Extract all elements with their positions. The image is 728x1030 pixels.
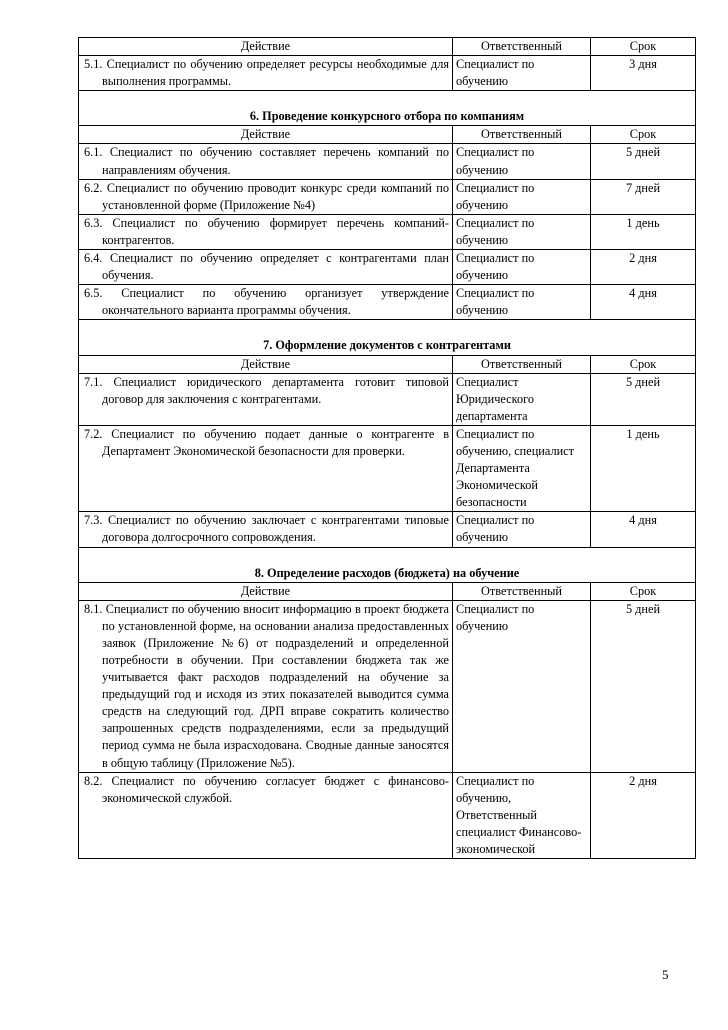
header-term: Срок: [591, 126, 696, 144]
row-responsible: Специалист по обучению: [453, 214, 591, 249]
section-title-row: [79, 337, 696, 355]
row-term: 5 дней: [591, 600, 696, 772]
header-action: Действие: [79, 38, 453, 56]
row-term: 1 день: [591, 425, 696, 511]
row-action: 6.2. Специалист по обучению проводит конкурс среди компаний по установленной форме (Приложение №4): [84, 180, 449, 212]
row-term: 7 дней: [591, 179, 696, 214]
row-term: 2 дня: [591, 772, 696, 858]
row-term: 2 дня: [591, 250, 696, 285]
section-gap: [79, 547, 696, 565]
row-action: 6.1. Специалист по обучению составляет перечень компаний по направлениям обучения.: [84, 145, 449, 177]
row-action: 7.2. Специалист по обучению подает данные о контрагенте в Департамент Экономической безопасности для проверки.: [84, 426, 449, 458]
header-action: Действие: [79, 355, 453, 373]
row-action: 7.3. Специалист по обучению заключает с контрагентами типовые договора долгосрочного сопровождения.: [84, 513, 449, 545]
row-action: 6.3. Специалист по обучению формирует перечень компаний-контрагентов.: [84, 215, 449, 247]
header-action: Действие: [79, 582, 453, 600]
row-responsible: Специалист по обучению, специалист Департамента Экономической безопасности: [453, 425, 591, 511]
section-gap: [79, 91, 696, 109]
row-action: 8.1. Специалист по обучению вносит информацию в проект бюджета по установленной форме, на основании анализа предоставленных заявок (Приложение №6) от подразделений и определенной потребности в обучении. При составлении бюджета так же учитывается факт расходов подразделений на обучение за предыдущий год и исходя из этих показателей выводится сумма средств на следующий год. ДРП вправе сократить количество запрошенных средств подразделениями, если за предыдущий период сумма не была израсходована. Сводные данные заносятся в общую таблицу (Приложение №5).: [84, 601, 449, 770]
table-row: [79, 56, 696, 91]
table-row: [79, 144, 696, 179]
header-responsible: Ответственный: [453, 38, 591, 56]
row-term: 5 дней: [591, 373, 696, 425]
row-action: 6.5. Специалист по обучению организует утверждение окончательного варианта программы обучения.: [84, 286, 449, 318]
table-row: [79, 214, 696, 249]
row-action: 7.1. Специалист юридического департамента готовит типовой договор для заключения с контрагентами.: [84, 374, 449, 406]
row-responsible: Специалист по обучению: [453, 179, 591, 214]
header-responsible: Ответственный: [453, 355, 591, 373]
row-responsible: Специалист по обучению: [453, 512, 591, 547]
row-term: 5 дней: [591, 144, 696, 179]
page-number: 5: [662, 967, 669, 982]
row-action: 8.2. Специалист по обучению согласует бюджет с финансово-экономической службой.: [84, 773, 449, 805]
section-8-title: 8. Определение расходов (бюджета) на обучение: [79, 565, 696, 583]
row-term: 4 дня: [591, 512, 696, 547]
section-title-row: [79, 108, 696, 126]
table-row: [79, 250, 696, 285]
section-7-title: 7. Оформление документов с контрагентами: [79, 337, 696, 355]
row-responsible: Специалист Юридического департамента: [453, 373, 591, 425]
row-responsible: Специалист по обучению: [453, 600, 591, 772]
header-row: [79, 38, 696, 56]
table-row: [79, 373, 696, 425]
procedure-table: [78, 37, 696, 859]
row-responsible: Специалист по обучению, Ответственный специалист Финансово-экономической: [453, 772, 591, 858]
table-row: [79, 285, 696, 320]
row-term: 1 день: [591, 214, 696, 249]
section-6-title: 6. Проведение конкурсного отбора по компаниям: [79, 108, 696, 126]
section-title-row: [79, 565, 696, 583]
table-row: [79, 425, 696, 511]
header-row: [79, 355, 696, 373]
header-responsible: Ответственный: [453, 582, 591, 600]
table-row: [79, 600, 696, 772]
row-term: 3 дня: [591, 56, 696, 91]
table-row: [79, 772, 696, 858]
header-row: [79, 582, 696, 600]
section-gap: [79, 320, 696, 338]
header-term: Срок: [591, 582, 696, 600]
header-term: Срок: [591, 355, 696, 373]
row-term: 4 дня: [591, 285, 696, 320]
header-action: Действие: [79, 126, 453, 144]
table-row: [79, 179, 696, 214]
table-row: [79, 512, 696, 547]
row-responsible: Специалист по обучению: [453, 250, 591, 285]
row-responsible: Специалист по обучению: [453, 144, 591, 179]
header-responsible: Ответственный: [453, 126, 591, 144]
header-term: Срок: [591, 38, 696, 56]
row-responsible: Специалист по обучению: [453, 285, 591, 320]
header-row: [79, 126, 696, 144]
row-action: 6.4. Специалист по обучению определяет с контрагентами план обучения.: [84, 251, 449, 283]
row-action: 5.1. Специалист по обучению определяет ресурсы необходимые для выполнения программы.: [84, 57, 449, 89]
row-responsible: Специалист по обучению: [453, 56, 591, 91]
